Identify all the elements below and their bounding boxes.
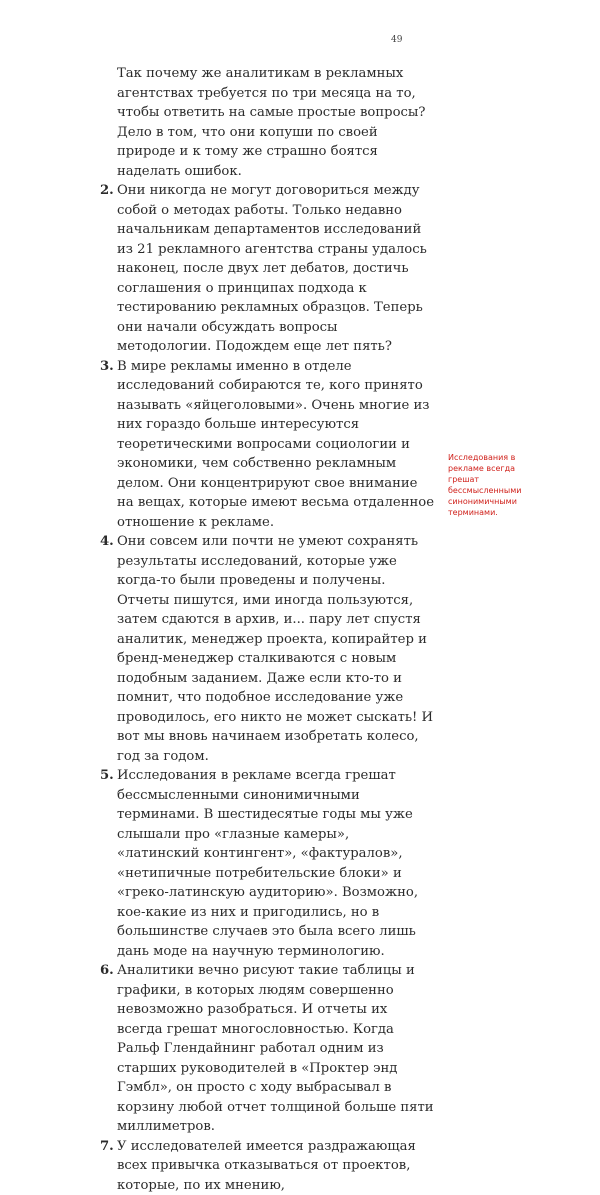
item-number: 6. [100,961,114,981]
main-text [100,64,435,1195]
item-number: 2. [100,181,114,201]
margin-note: Исследования в рекламе всегда грешат бессмысленными синонимичными терминами. [448,452,548,518]
item-number: 7. [100,1137,114,1157]
list-item [100,766,435,961]
list-item [100,357,435,533]
item-text: У исследователей имеется раздражающая всех привычка отказываться от проектов, которые, по их мнению, [117,1139,416,1193]
item-number: 5. [100,766,114,786]
list-item [100,532,435,766]
item-text: Исследования в рекламе всегда грешат бессмысленными синонимичными терминами. В шестидесятые годы мы уже слышали про «глазные камеры», «латинский контингент», «фактуралов», «нетипичные потребительские блоки» и «греко-латинскую аудиторию». Возможно, кое-какие из них и пригодились, но в большинстве случаев это была всего лишь дань моде на научную терминологию. [117,768,418,959]
list-item [100,1137,435,1195]
item-text: Они никогда не могут договориться между собой о методах работы. Только недавно начальникам департаментов исследований из 21 рекламного агентства страны удалось наконец, после двух лет дебатов, достичь соглашения о принципах подхода к тестированию рекламных образцов. Теперь они начали обсуждать вопросы методологии. Подождем еще лет пять? [117,183,427,354]
list-item [100,181,435,357]
list-item [100,961,435,1137]
page-number: 49 [391,35,402,45]
intro-paragraph: Так почему же аналитикам в рекламных агентствах требуется по три месяца на то, чтобы ответить на самые простые вопросы? Дело в том, что они копуши по своей природе и к тому же страшно боятся наделать ошибок. [100,64,435,181]
item-number: 4. [100,532,114,552]
item-text: В мире рекламы именно в отделе исследований собираются те, кого принято называть «яйцеголовыми». Очень многие из них гораздо больше интересуются теоретическими вопросами социологии и экономики, чем собственно рекламным делом. Они концентрируют свое внимание на вещах, которые имеют весьма отдаленное отношение к рекламе. [117,359,434,530]
item-text: Аналитики вечно рисуют такие таблицы и графики, в которых людям совершенно невозможно разобраться. И отчеты их всегда грешат многословностью. Когда Ральф Глендайнинг работал одним из старших руководителей в «Проктер энд Гэмбл», он просто с ходу выбрасывал в корзину любой отчет толщиной больше пяти миллиметров. [117,963,434,1134]
item-text: Они совсем или почти не умеют сохранять результаты исследований, которые уже когда-то были проведены и получены. Отчеты пишутся, ими иногда пользуются, затем сдаются в архив, и... пару лет спустя аналитик, менеджер проекта, копирайтер и бренд-менеджер сталкиваются с новым подобным заданием. Даже если кто-то и помнит, что подобное исследование уже проводилось, его никто не может сыскать! И вот мы вновь начинаем изобретать колесо, год за годом. [117,534,433,764]
item-number: 3. [100,357,114,377]
